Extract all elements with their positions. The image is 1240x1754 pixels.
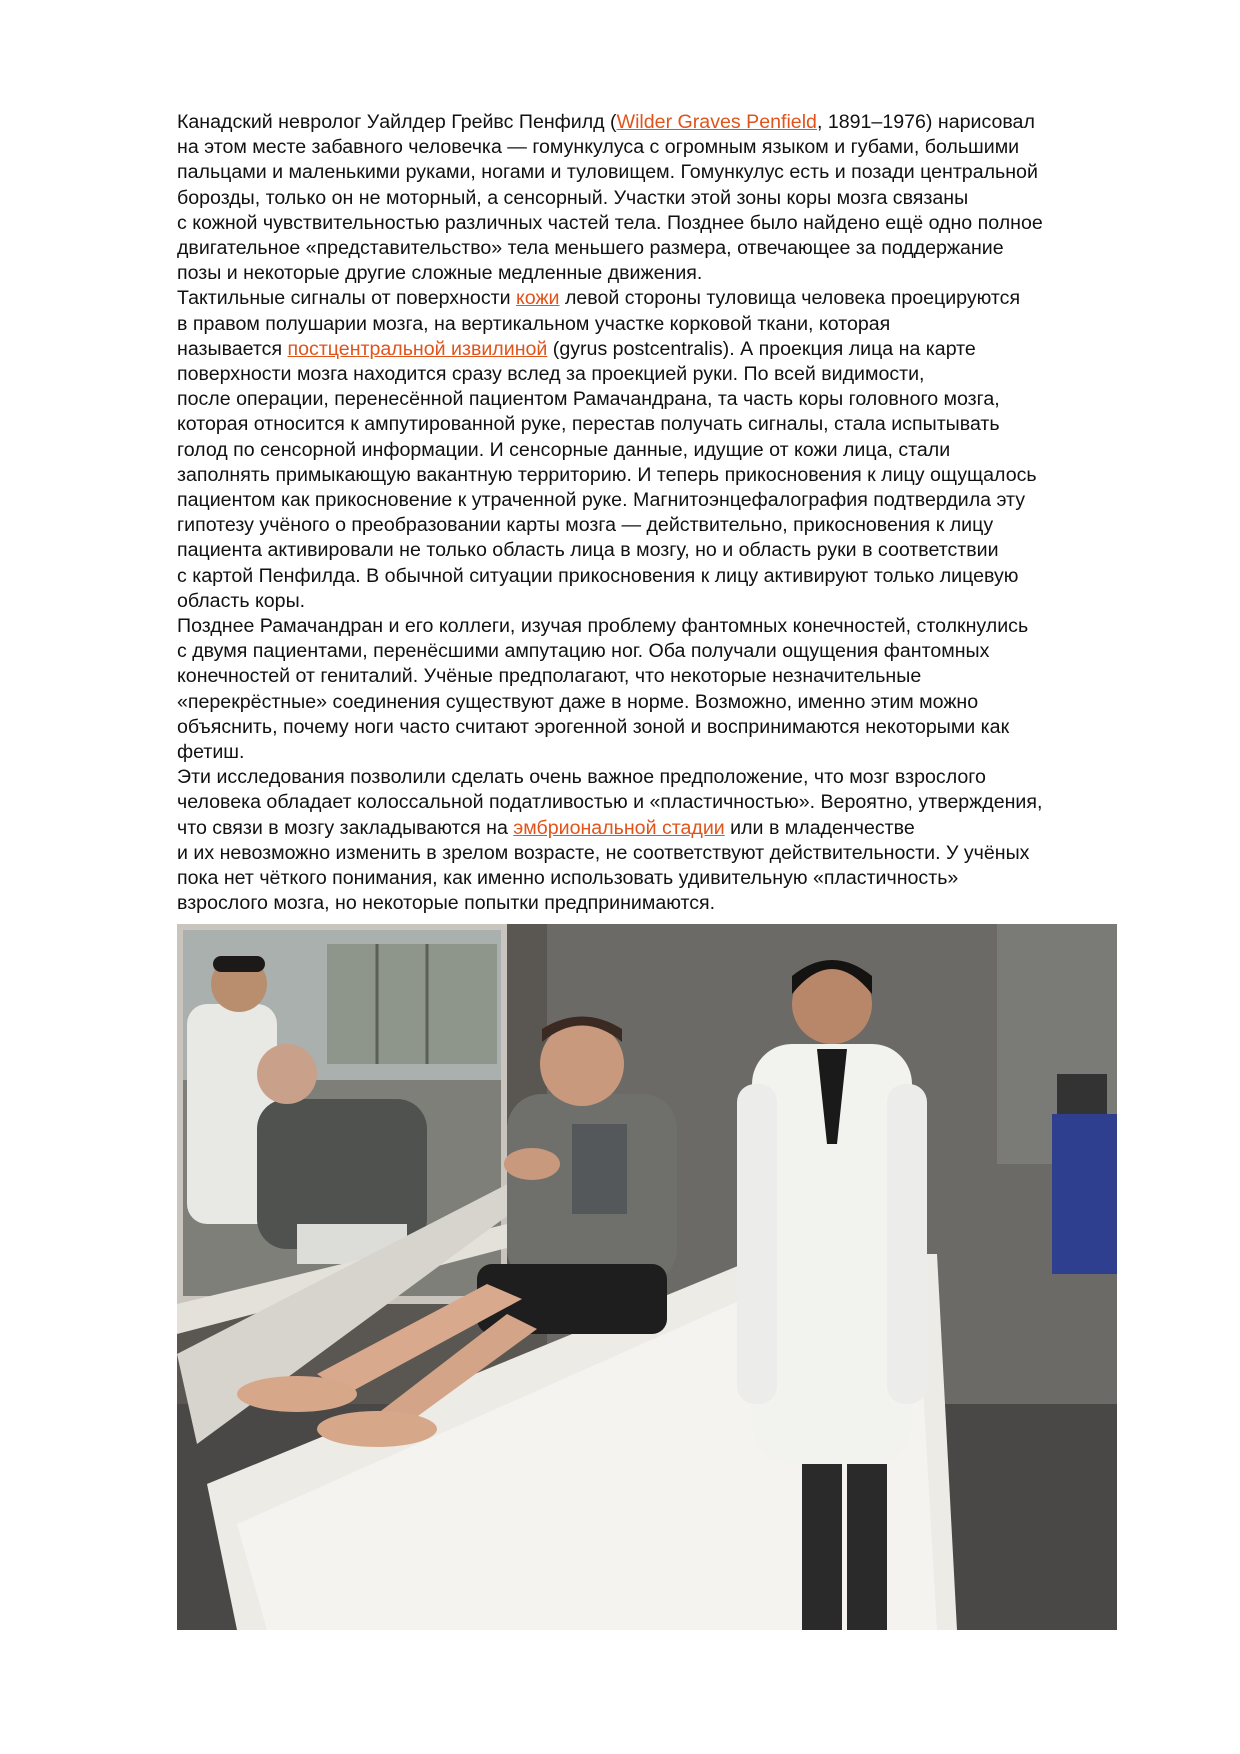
text-line (177, 690, 1162, 715)
text-line (177, 715, 1162, 740)
text-line (177, 438, 1162, 463)
text-run: борозды, только он не моторный, а сенсорный. Участки этой зоны коры мозга связаны (177, 186, 969, 209)
inline-link[interactable]: кожи (515, 287, 560, 310)
inline-link[interactable]: эмбриональной стадии (513, 816, 725, 839)
text-line (177, 186, 1162, 211)
text-line (177, 236, 1162, 261)
text-line (177, 312, 1162, 337)
text-line (177, 614, 1162, 639)
inline-link[interactable]: постцентральной извилиной (287, 337, 548, 360)
text-run: Позднее Рамачандран и его коллеги, изучая проблему фантомных конечностей, столкнулись (177, 615, 1029, 638)
text-run: после операции, перенесённой пациентом Рамачандрана, та часть коры головного мозга, (177, 388, 1000, 411)
text-line (177, 513, 1162, 538)
paragraph (177, 765, 1162, 916)
text-run: на этом месте забавного человечка — гомункулуса с огромным языком и губами, большими (177, 136, 1020, 159)
text-line (177, 765, 1162, 790)
text-run: с картой Пенфилда. В обычной ситуации прикосновения к лицу активируют только лицевую (177, 564, 1019, 587)
text-run: фетиш. (177, 741, 245, 764)
text-run: объяснить, почему ноги часто считают эрогенной зоной и воспринимаются некоторыми как (177, 715, 1010, 738)
text-line (177, 664, 1162, 689)
text-run: что связи в мозгу закладываются на (177, 816, 514, 839)
text-run: Канадский невролог Уайлдер Грейвс Пенфилд ( (177, 111, 617, 133)
text-line (177, 463, 1162, 488)
text-run: человека обладает колоссальной податливостью и «пластичностью». Вероятно, утверждения, (177, 791, 1043, 814)
text-line (177, 841, 1162, 866)
text-line (177, 891, 1162, 916)
text-line (177, 362, 1162, 387)
text-run: пациента активировали не только область лица в мозгу, но и область руки в соответствии (177, 539, 999, 562)
text-run: голод по сенсорной информации. И сенсорные данные, идущие от кожи лица, стали (177, 438, 951, 461)
mirror-box-therapy-photo (177, 924, 1117, 1630)
text-line (177, 790, 1162, 815)
text-run: и их невозможно изменить в зрелом возрасте, не соответствуют действительности. У учёных (177, 841, 1030, 864)
text-run: с кожной чувствительностью различных частей тела. Позднее было найдено ещё одно полное (177, 211, 1043, 234)
text-run: пальцами и маленькими руками, ногами и туловищем. Гомункулус есть и позади центральной (177, 161, 1038, 184)
text-line (177, 160, 1162, 185)
text-run: конечностей от гениталий. Учёные предполагают, что некоторые незначительные (177, 665, 922, 688)
text-run: , 1891–1976) нарисовал (816, 111, 1035, 133)
text-run: «перекрёстные» соединения существуют даже в норме. Возможно, именно этим можно (177, 690, 979, 713)
text-line (177, 387, 1162, 412)
text-run: Эти исследования позволили сделать очень важное предположение, что мозг взрослого (177, 766, 986, 789)
article-text (177, 110, 1162, 917)
text-line (177, 740, 1162, 765)
paragraph (177, 286, 1162, 614)
text-run: позы и некоторые другие сложные медленные движения. (177, 262, 703, 285)
inline-link[interactable]: Wilder Graves Penfield (616, 111, 817, 133)
text-run: в правом полушарии мозга, на вертикальном участке корковой ткани, которая (177, 312, 891, 335)
text-run: поверхности мозга находится сразу вслед за проекцией руки. По всей видимости, (177, 363, 925, 386)
text-run: Тактильные сигналы от поверхности (177, 287, 516, 310)
text-run: или в младенчестве (724, 816, 915, 839)
text-run: (gyrus postcentralis). А проекция лица на карте (547, 337, 976, 360)
text-line (177, 211, 1162, 236)
text-run: пациентом как прикосновение к утраченной руке. Магнитоэнцефалография подтвердила эту (177, 489, 1026, 512)
text-line (177, 412, 1162, 437)
text-line (177, 110, 1162, 135)
text-run: двигательное «представительство» тела меньшего размера, отвечающее за поддержание (177, 237, 1004, 260)
text-line (177, 135, 1162, 160)
text-run: пока нет чёткого понимания, как именно использовать удивительную «пластичность» (177, 867, 959, 890)
text-run: гипотезу учёного о преобразовании карты мозга — действительно, прикосновения к лицу (177, 514, 994, 537)
text-run: левой стороны туловища человека проецируются (559, 287, 1021, 310)
text-run: которая относится к ампутированной руке, перестав получать сигналы, стала испытывать (177, 413, 1000, 436)
paragraph (177, 614, 1162, 765)
text-run: заполнять примыкающую вакантную территорию. И теперь прикосновения к лицу ощущалось (177, 463, 1037, 486)
text-line (177, 286, 1162, 311)
text-line (177, 816, 1162, 841)
text-line (177, 538, 1162, 563)
text-run: с двумя пациентами, перенёсшими ампутацию ног. Оба получали ощущения фантомных (177, 640, 990, 663)
text-line (177, 589, 1162, 614)
text-run: область коры. (177, 589, 306, 612)
text-line (177, 337, 1162, 362)
text-run: взрослого мозга, но некоторые попытки предпринимаются. (177, 892, 716, 915)
text-line (177, 866, 1162, 891)
paragraph (177, 110, 1162, 286)
text-line (177, 261, 1162, 286)
text-line (177, 488, 1162, 513)
text-line (177, 639, 1162, 664)
text-line (177, 564, 1162, 589)
text-run: называется (177, 337, 288, 360)
